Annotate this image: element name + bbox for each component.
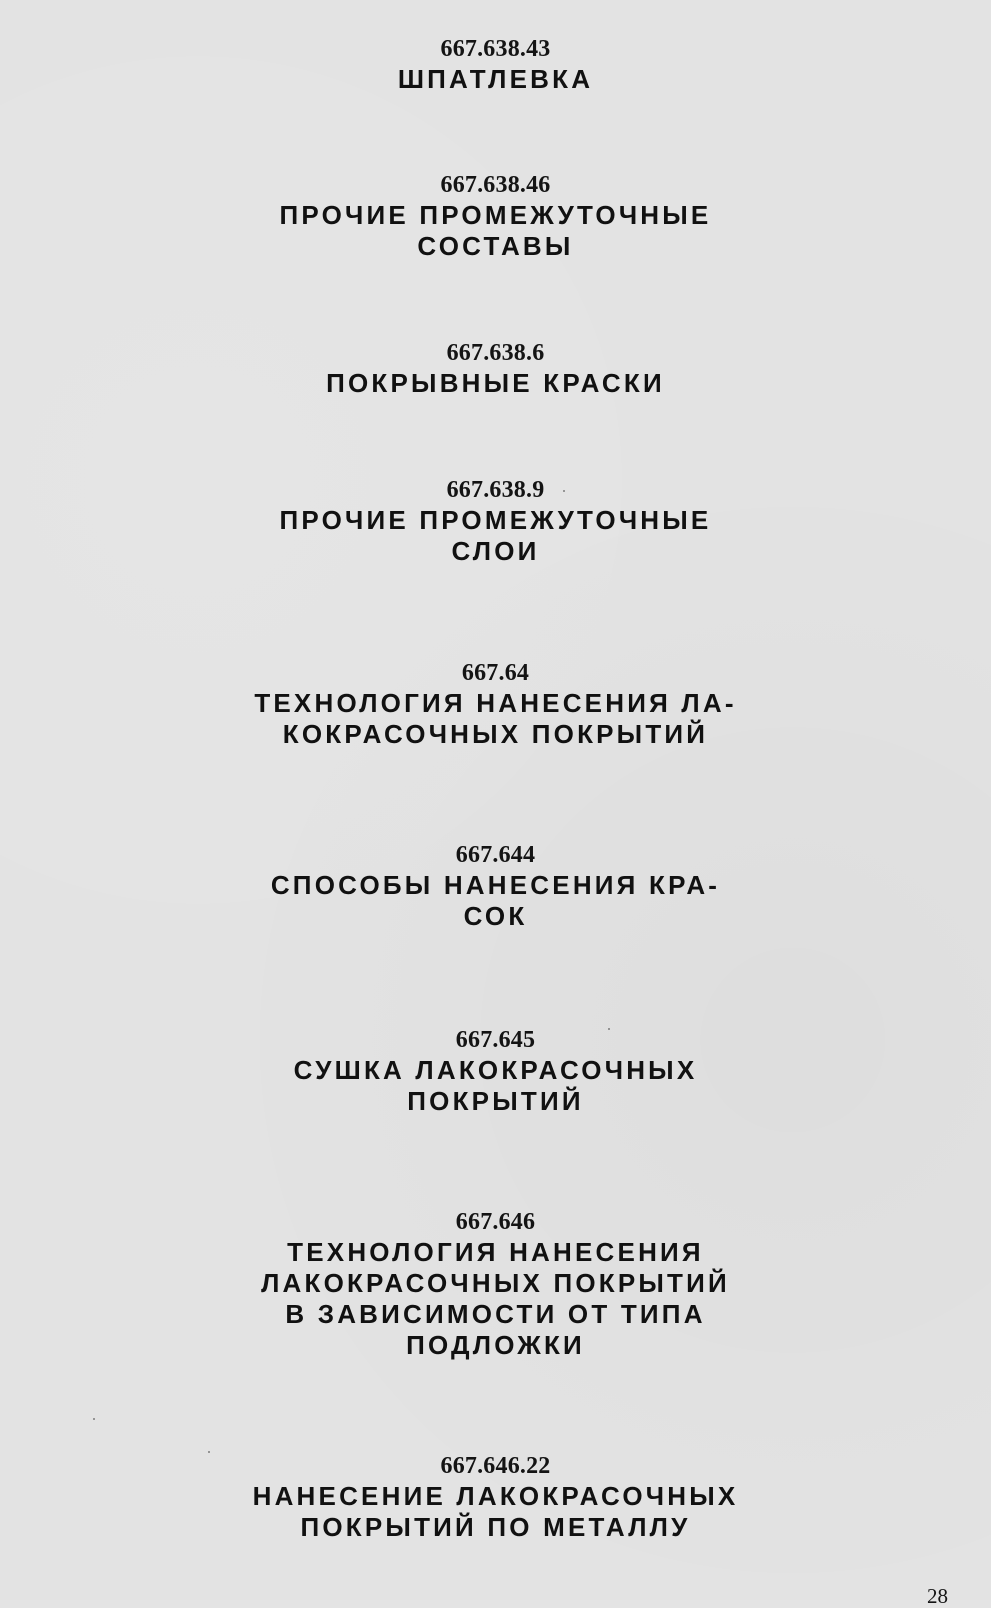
classification-code: 667.645	[455, 1027, 536, 1053]
entry-title-line: СОСТАВЫ	[417, 231, 574, 261]
entry-title-line: ШПАТЛЕВКА	[397, 64, 594, 94]
entry-title-line: В ЗАВИСИМОСТИ ОТ ТИПА	[285, 1299, 706, 1329]
entry-title-line: НАНЕСЕНИЕ ЛАКОКРАСОЧНЫХ	[252, 1481, 739, 1511]
entry-title-line: СЛОИ	[451, 536, 540, 566]
entry-title-line: ТЕХНОЛОГИЯ НАНЕСЕНИЯ	[287, 1237, 704, 1267]
index-entry-667-638-43	[0, 34, 991, 95]
entry-title-line: ТЕХНОЛОГИЯ НАНЕСЕНИЯ ЛА-	[254, 688, 737, 718]
index-entry-667-646	[0, 1207, 991, 1361]
index-entry-667-644	[0, 840, 991, 932]
index-entry-667-638-46	[0, 170, 991, 262]
entry-title-line: ПОКРЫТИЙ ПО МЕТАЛЛУ	[300, 1512, 691, 1542]
entry-title-line: ЛАКОКРАСОЧНЫХ ПОКРЫТИЙ	[261, 1268, 730, 1298]
classification-code: 667.646.22	[440, 1453, 551, 1479]
classification-code: 667.644	[455, 842, 536, 868]
classification-code: 667.64	[461, 660, 530, 686]
index-entry-667-646-22	[0, 1451, 991, 1543]
entry-title-line: КОКРАСОЧНЫХ ПОКРЫТИЙ	[282, 719, 709, 749]
entry-title-line: ПОКРЫТИЙ	[407, 1086, 584, 1116]
classification-code: 667.646	[455, 1209, 536, 1235]
scan-speck	[563, 490, 565, 492]
index-entry-667-64	[0, 658, 991, 750]
entry-title-line: ПРОЧИЕ ПРОМЕЖУТОЧНЫЕ	[279, 200, 712, 230]
scan-speck	[93, 1418, 95, 1420]
index-entry-667-645	[0, 1025, 991, 1117]
entry-title-line: ПОДЛОЖКИ	[406, 1330, 585, 1360]
index-entry-667-638-6	[0, 338, 991, 399]
classification-code: 667.638.46	[440, 172, 551, 198]
scan-speck	[608, 1028, 610, 1030]
classification-code: 667.638.43	[440, 36, 551, 62]
scan-speck	[208, 1451, 210, 1453]
entry-title-line: ПОКРЫВНЫЕ КРАСКИ	[326, 368, 665, 398]
classification-code: 667.638.6	[446, 340, 545, 366]
entry-title-line: СОК	[463, 901, 528, 931]
index-entry-667-638-9	[0, 475, 991, 567]
entry-title-line: СУШКА ЛАКОКРАСОЧНЫХ	[293, 1055, 698, 1085]
entry-title-line: СПОСОБЫ НАНЕСЕНИЯ КРА-	[270, 870, 721, 900]
entry-title-line: ПРОЧИЕ ПРОМЕЖУТОЧНЫЕ	[279, 505, 712, 535]
classification-code: 667.638.9	[446, 477, 545, 503]
page-number: 28	[927, 1584, 948, 1608]
